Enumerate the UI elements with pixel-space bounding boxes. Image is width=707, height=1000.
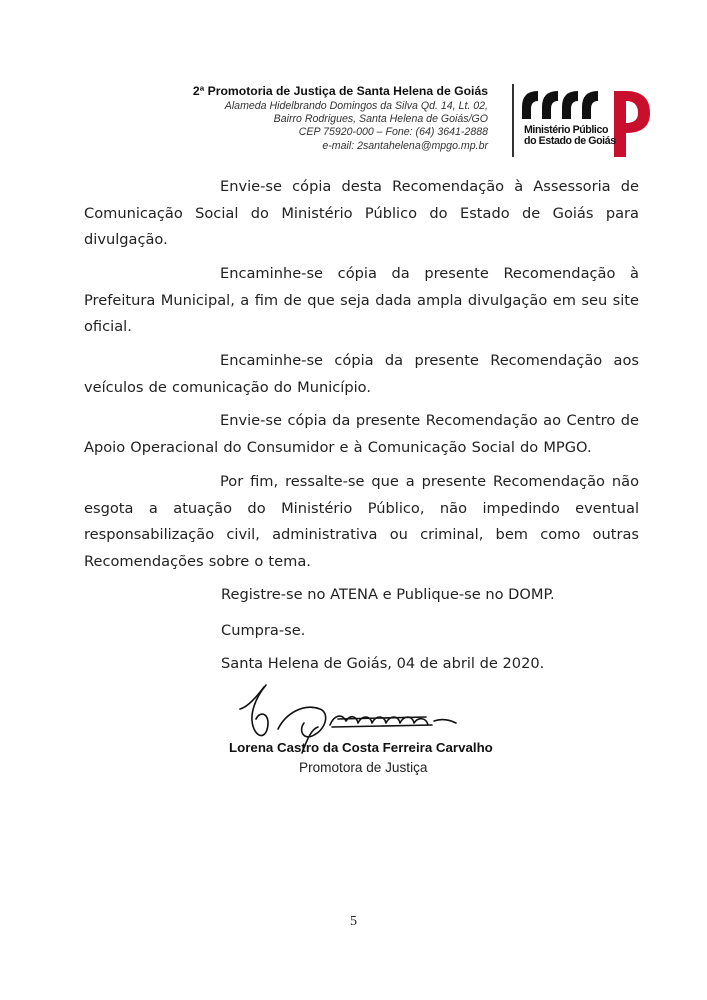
- paragraph-3: Encaminhe-se cópia da presente Recomendação aos veículos de comunicação do Município.: [84, 352, 639, 396]
- registration-line: Registre-se no ATENA e Publique-se no DOMP.: [221, 586, 555, 603]
- address-line-2: Bairro Rodrigues, Santa Helena de Goiás/GO: [273, 113, 488, 126]
- logo-wordmark: [524, 125, 616, 147]
- mpgo-logo: [522, 85, 652, 157]
- page-number: 5: [350, 914, 357, 929]
- header-divider: [512, 84, 514, 157]
- email-line: e-mail: 2santahelena@mpgo.mp.br: [322, 139, 488, 152]
- paragraph-1: Envie-se cópia desta Recomendação à Assessoria de Comunicação Social do Ministério Público do Estado de Goiás para divulgação.: [84, 178, 639, 248]
- date-line: Santa Helena de Goiás, 04 de abril de 2020.: [221, 655, 545, 672]
- signer-name: Lorena Castro da Costa Ferreira Carvalho: [229, 740, 493, 755]
- paragraph-2: Encaminhe-se cópia da presente Recomendação à Prefeitura Municipal, a fim de que seja dada ampla divulgação em seu site oficial.: [84, 265, 639, 335]
- cumpra-se-line: Cumpra-se.: [221, 622, 306, 639]
- letterhead: [193, 84, 488, 153]
- office-title: 2ª Promotoria de Justiça de Santa Helena de Goiás: [192, 84, 488, 98]
- signer-role: Promotora de Justiça: [299, 760, 428, 775]
- address-line-1: Alameda Hidelbrando Domingos da Silva Qd. 14, Lt. 02,: [224, 100, 488, 112]
- logo-line-1: Ministério Público: [524, 124, 609, 136]
- paragraph-5: Por fim, ressalte-se que a presente Recomendação não esgota a atuação do Ministério Público, não impedindo eventual responsabilização civil, administrativa ou criminal, bem como outras Recomendações sobre o tema.: [84, 473, 639, 570]
- address-line-3: CEP 75920-000 – Fone: (64) 3641-2888: [298, 126, 488, 139]
- logo-line-2: do Estado de Goiás: [524, 135, 616, 147]
- paragraph-4: Envie-se cópia da presente Recomendação ao Centro de Apoio Operacional do Consumidor e à Comunicação Social do MPGO.: [84, 412, 639, 456]
